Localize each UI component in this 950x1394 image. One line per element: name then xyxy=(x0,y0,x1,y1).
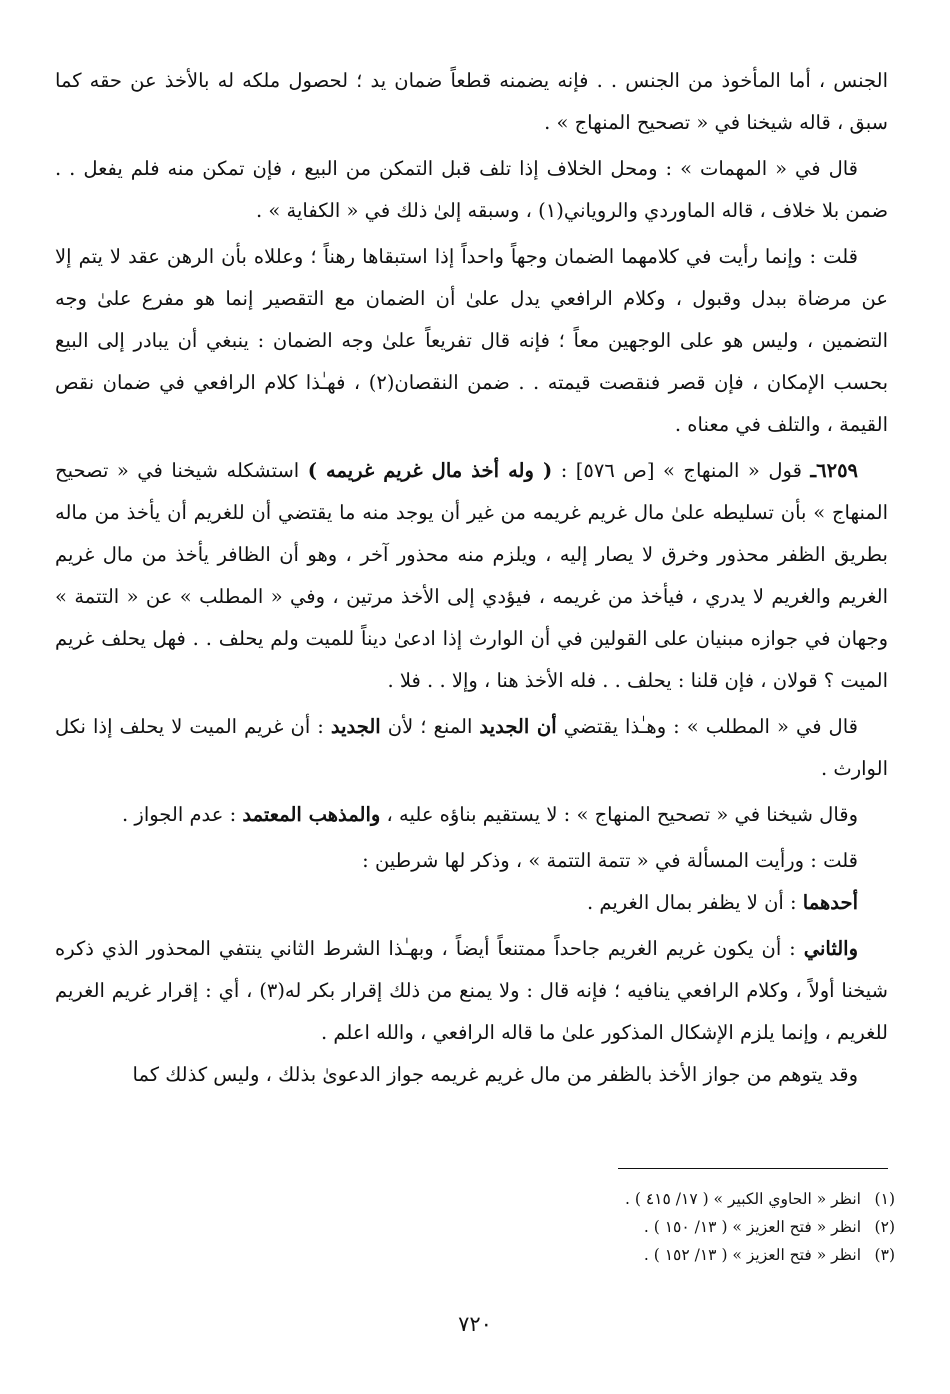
paragraph-10: وقد يتوهم من جواز الأخذ بالظفر من مال غريم غريمه جواز الدعوىٰ بذلك ، وليس كذلك كما xyxy=(132,1063,858,1086)
paragraph-5 xyxy=(55,706,888,790)
footnote-1-text: انظر « الحاوي الكبير » ( ١٧/ ٤١٥ ) . xyxy=(625,1190,861,1208)
paragraph-6259-body: استشكله شيخنا في « تصحيح المنهاج » بأن تسليطه علىٰ مال غريم غريمه من غير أن يوجد منه ما يقتضي أن للغريم أن يأخذ من ماله بطريق الظفر محذور وخرق لا يصار إليه ، ويلزم منه محذور آخر ، وهو أن الظافر يأخذ من مال غريم الغريم والغريم لا يدري ، فيأخذ من غريمه ، فيؤدي إلى الأخذ مرتين ، وفي « المطلب » عن « التتمة » وجهان في جوازه مبنيان على القولين في أن الوارث إذا ادعىٰ ديناً للميت ولم يحلف . . فهل يحلف غريم الميت ؟ قولان ، فإن قلنا : يحلف . . فله الأخذ هنا ، وإلا . . فلا . xyxy=(55,459,888,692)
condition-1-label: أحدهما xyxy=(802,891,858,914)
footnote-2 xyxy=(295,1213,895,1241)
footnote-1-number: (١) xyxy=(874,1190,895,1208)
condition-1-text: : أن لا يظفر بمال الغريم . xyxy=(586,891,803,914)
paragraph-5-bold-1: أن الجديد xyxy=(479,715,557,738)
footnotes xyxy=(295,1185,895,1269)
condition-2-label: والثاني xyxy=(803,937,858,960)
paragraph-5-part-b: المنع ؛ لأن xyxy=(380,715,480,738)
footnote-3-text: انظر « فتح العزيز » ( ١٣/ ١٥٢ ) . xyxy=(643,1246,861,1264)
page-number: ٧٢٠ xyxy=(458,1312,492,1336)
paragraph-6 xyxy=(55,794,888,836)
paragraph-5-part-c: : أن غريم الميت لا يحلف إذا نكل الوارث . xyxy=(55,715,888,780)
paragraph-8 xyxy=(55,882,888,924)
minhaj-quote: ( وله أخذ مال غريم غريمه ) xyxy=(307,459,553,482)
issue-number: ٦٢٥٩ـ xyxy=(810,459,859,482)
paragraph-6-part-a: وقال شيخنا في « تصحيح المنهاج » : لا يستقيم بناؤه عليه ، xyxy=(380,803,858,826)
paragraph-1: الجنس ، أما المأخوذ من الجنس . . فإنه يضمنه قطعاً ضمان يد ؛ لحصول ملكه له بالأخذ عن حقه كما سبق ، قاله شيخنا في « تصحيح المنهاج » . xyxy=(55,69,888,134)
paragraph-3: قلت : وإنما رأيت في كلامهما الضمان وجهاً واحداً إذا استبقاها رهناً ؛ وعللاه بأن الرهن عقد لا يتم إلا عن مرضاة ببدل وقبول ، وكلام الرافعي يدل علىٰ أن الضمان مع التقصير إنما هو مفرع علىٰ وجه التضمين ، وليس هو على الوجهين معاً ؛ فإنه قال تفريعاً علىٰ وجه الضمان : ينبغي أن يبادر إلى البيع بحسب الإمكان ، فإن قصر فنقصت قيمته . . ضمن النقصان(٢) ، فهـٰذا كلام الرافعي في ضمان نقص القيمة ، والتلف في معناه . xyxy=(55,245,888,436)
footnote-1 xyxy=(295,1185,895,1213)
paragraph-6259-intro: قول « المنهاج » [ص ٥٧٦] : xyxy=(552,459,811,482)
paragraph-5-bold-2: الجديد xyxy=(330,715,381,738)
footnote-2-number: (٢) xyxy=(874,1218,895,1236)
footnote-divider xyxy=(618,1168,888,1169)
main-text xyxy=(55,60,888,1096)
footnote-3 xyxy=(295,1241,895,1269)
footnote-2-text: انظر « فتح العزيز » ( ١٣/ ١٥٠ ) . xyxy=(643,1218,861,1236)
paragraph-2: قال في « المهمات » : ومحل الخلاف إذا تلف قبل التمكن من البيع ، فإن تمكن منه فلم يفعل . . ضمن بلا خلاف ، قاله الماوردي والروياني(١) ، وسبقه إلىٰ ذلك في « الكفاية » . xyxy=(55,157,888,222)
paragraph-9 xyxy=(55,928,888,1054)
footnote-3-number: (٣) xyxy=(874,1246,895,1264)
paragraph-7: قلت : ورأيت المسألة في « تتمة التتمة » ، وذكر لها شرطين : xyxy=(362,849,858,872)
paragraph-5-part-a: قال في « المطلب » : وهـٰذا يقتضي xyxy=(556,715,858,738)
condition-2-text: : أن يكون غريم الغريم جاحداً ممتنعاً أيضاً ، وبهـٰذا الشرط الثاني ينتفي المحذور الذي ذكره شيخنا أولاً ، وكلام الرافعي ينافيه ؛ فإنه قال : ولا يمنع من ذلك إقرار بكر له(٣) ، أي : إقرار غريم الغريم للغريم ، وإنما يلزم الإشكال المذكور علىٰ ما قاله الرافعي ، والله اعلم . xyxy=(55,937,889,1044)
paragraph-6-bold: والمذهب المعتمد xyxy=(242,803,381,826)
paragraph-6-part-b: : عدم الجواز . xyxy=(122,803,243,826)
paragraph-6259 xyxy=(55,450,888,702)
